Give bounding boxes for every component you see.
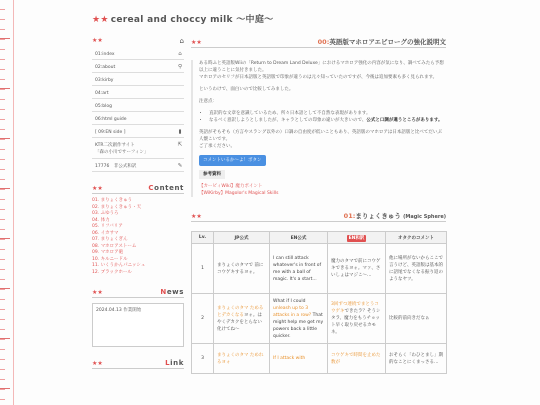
section-number: 01: — [343, 212, 356, 220]
en-badge: EN和訳 — [348, 235, 365, 241]
cell-tr: コウゲキで時間を止めた数が — [328, 344, 386, 374]
star-icon: ★★ — [92, 289, 103, 296]
cell-lv: 3 — [192, 344, 214, 374]
content-link[interactable]: 04. 体力 — [92, 217, 110, 223]
nav-item[interactable] — [92, 99, 184, 112]
nav-item[interactable] — [92, 60, 184, 73]
highlight-text: 3回ずつ連続でまとうコウゲキ — [331, 302, 379, 314]
home-icon: ⌂ — [179, 36, 184, 45]
nav-item[interactable] — [92, 125, 184, 138]
note-list — [209, 110, 446, 124]
link-section-title — [92, 357, 184, 369]
intro-paragraph: というわけで、面白いので比較してみました。 — [199, 87, 294, 92]
header-en: EN公式 — [270, 232, 328, 244]
cell-comment: 他に場所がないからここで言うけど、英語版は基本的に語尾でなくなる振り返のようなヤツ。 — [386, 244, 447, 294]
intro-paragraph: マホロアのセリフが日本語版と英語版で印象が違うのは元々知っていたのですが、今後は追加要素も多く見られます。 — [199, 75, 438, 80]
section-heading — [344, 211, 446, 220]
cell-text: ヨォ。はやくデカクをとらない化けてね〜 — [217, 312, 262, 332]
content-heading: Content — [148, 184, 184, 192]
news-box[interactable] — [92, 303, 184, 347]
intro-paragraph: 英語がそもそも（方言やスラング以外の）口調の自由度が低いこともあり、英語版のマホロアは日本語版と比べてだいぶ人懐こいです。 — [199, 130, 442, 142]
note-item — [209, 117, 446, 124]
nav-list — [92, 47, 184, 172]
external-link-label — [95, 142, 148, 156]
star-icon: ★★ — [92, 185, 103, 192]
section-subtitle: (Magic Sphere) — [403, 214, 446, 220]
note-heading: 注意点： — [199, 99, 217, 104]
content-heading-rest: ontent — [154, 184, 184, 192]
ruler-decoration — [0, 0, 14, 405]
external-link-label — [95, 163, 136, 169]
content-link[interactable]: 07. まりょくぎん — [92, 237, 128, 242]
sidebar — [92, 36, 184, 369]
content-link[interactable]: 12. ブラックホール — [92, 269, 132, 275]
star-icon: ★★ — [92, 360, 103, 367]
external-link-icon: ⇱ — [177, 142, 183, 148]
news-heading: News — [160, 288, 184, 296]
book-icon: ▮ — [178, 129, 182, 135]
cell-tr: 魔力のタマで前にコウゲキできるヨォ。マァ、さいしょはマジこ〜… — [328, 244, 386, 294]
nav-item-label: 02:about — [95, 64, 116, 70]
content-link[interactable]: 10. キルニードル — [92, 256, 128, 262]
table-row — [192, 244, 447, 294]
content-link[interactable]: 01. まりょくきゅう — [92, 198, 133, 203]
cell-text: That might help me get my powers back a little quicker. — [273, 312, 324, 339]
nav-item[interactable] — [92, 47, 184, 60]
main-title-row — [191, 36, 446, 48]
news-text: 2024.04.13 作業開始 — [96, 308, 142, 313]
star-icon: ★★ — [191, 39, 202, 46]
header-jp: JP公式 — [214, 232, 270, 244]
cell-comment: おそらく「わひとまし」期的なことにくまっさる… — [386, 344, 447, 374]
highlight-text: unleash up to 3 attacks in a row? — [273, 305, 312, 318]
news-section-title — [92, 286, 184, 298]
nav-item-label: 06:html guide — [95, 116, 127, 122]
content-link[interactable]: 08. マホロアストーム — [92, 243, 137, 249]
section-title-text: まりょくきゅう — [355, 212, 401, 220]
nav-item[interactable] — [92, 112, 184, 125]
cell-jp: まりょくのタマ ためれるヨォ — [214, 344, 270, 374]
section-title-magic-sphere — [191, 210, 446, 222]
stars-icon: ★★ — [92, 15, 109, 25]
cell-tr — [328, 294, 386, 344]
content-link[interactable]: 06. イカサマ — [92, 230, 119, 236]
link-icon: ⚲ — [177, 64, 183, 70]
intro-block — [191, 60, 446, 197]
content-list — [92, 198, 184, 276]
intro-paragraph: ある時ふと英語版Wiiの「Return to Dream Land Deluxe」におけるマホロア強化の内容が気になり、調べてみたら予想以上に違うことに気付きました。 — [199, 61, 444, 73]
cell-jp: まりょくのタマで 前にコウゲキするヨォ。 — [214, 244, 270, 294]
cell-text: What if I could — [273, 298, 306, 304]
header-tr — [328, 232, 386, 244]
cell-lv: 1 — [192, 244, 214, 294]
table-row — [192, 294, 447, 344]
title-text: 英語版マホロアエピローグの強化説明文 — [329, 38, 446, 46]
note-text: なるべく意訳しようとしましたが、キャラとしての印象の違いが大きいので、 — [209, 118, 367, 123]
home-icon: ⌂ — [178, 51, 182, 57]
external-link-item[interactable] — [92, 138, 184, 159]
nav-item[interactable] — [92, 86, 184, 99]
cell-lv: 2 — [192, 294, 214, 344]
skills-table — [191, 231, 447, 374]
nav-item-label: [ 09:EN side ] — [95, 129, 126, 135]
link-line: 「森の小川でサーフィン」 — [95, 150, 149, 155]
comment-button[interactable]: コメントいるか〜よ！ボタン — [199, 155, 266, 166]
nav-item-label: 05:blog — [95, 103, 112, 109]
link-heading: Link — [165, 359, 184, 367]
reference-label: 参考資料 — [199, 170, 225, 179]
nav-item[interactable] — [92, 73, 184, 86]
content-link[interactable]: 03. ふゆうろ — [92, 211, 119, 216]
external-link-item[interactable] — [92, 159, 184, 172]
reference-link[interactable]: 【WiKirby】Magolor's Magical Skills — [199, 191, 279, 196]
table-row — [192, 344, 447, 374]
content-section-title — [92, 182, 184, 194]
nav-item-label: 03:kirby — [95, 77, 114, 83]
site-title[interactable] — [92, 12, 273, 25]
main-content — [191, 36, 446, 374]
cell-comment: 比較的前向きだなぁ — [386, 294, 447, 344]
cell-text: できたラ？そうシタラ、魔力をもうチョット早く取り戻せるカモネ。 — [331, 309, 381, 335]
link-line: 17776 非公式和訳 — [95, 164, 137, 169]
header-lv: Lv. — [192, 232, 214, 244]
nav-item-label: 04:art — [95, 90, 109, 96]
cell-en: I can still attack whatever's in front of me with a ball of magic. It's a start... — [270, 244, 328, 294]
title-number: 00: — [317, 38, 330, 46]
intro-paragraph: ご了承ください。 — [199, 144, 235, 149]
pen-icon: ✎ — [177, 163, 183, 169]
highlight-text: まりょくのタマ ためるとデカくなる — [217, 305, 264, 318]
page-title — [318, 37, 446, 46]
note-bold: 公式と口調が違うところがあります。 — [366, 118, 443, 123]
note-item: • 直訳的な文章を意識しているため、所々日本語として不自然な表現があります。 — [209, 110, 446, 117]
content-link[interactable]: 09. マホロア砲 — [92, 250, 124, 255]
header-comment: オタクのコメント — [386, 232, 447, 244]
table-header-row — [192, 232, 447, 244]
nav-item-label: 01:index — [95, 51, 115, 57]
site-title-text[interactable]: cereal and choccy milk 〜中庭〜 — [110, 15, 274, 25]
cell-jp — [214, 294, 270, 344]
link-line: KTR二次創作サイト — [95, 143, 135, 148]
cell-en: If I attack with — [270, 344, 328, 374]
cell-en — [270, 294, 328, 344]
star-icon: ★★ — [92, 37, 103, 44]
star-icon: ★★ — [191, 213, 202, 220]
reference-link[interactable]: 【カービィWiki】魔力ポイント — [199, 184, 263, 189]
nav-header — [92, 36, 184, 45]
content-link[interactable]: 02. まりょくきゅう・天 — [92, 204, 142, 210]
content-link[interactable]: 11. いくうかんパニッシュ — [92, 263, 146, 268]
content-link[interactable]: 05. リフバリア — [92, 224, 123, 229]
